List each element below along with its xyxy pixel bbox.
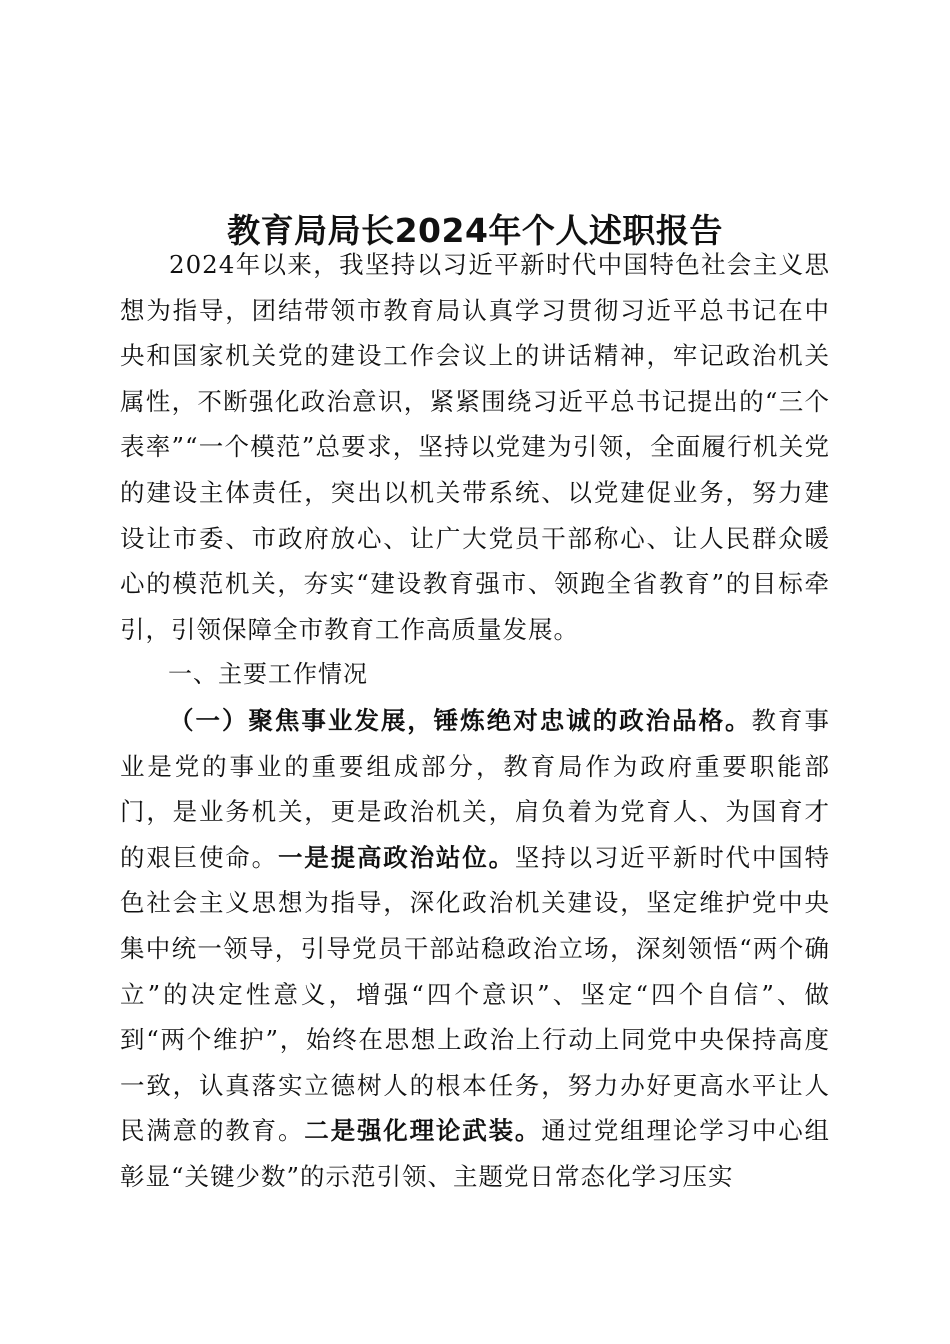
subsection-1-paragraph [120,698,830,1200]
subsection-1-heading: （一）聚焦事业发展，锤炼绝对忠诚的政治品格。 [169,705,752,735]
intro-paragraph: 2024年以来，我坚持以习近平新时代中国特色社会主义思想为指导，团结带领市教育局认真学习贯彻习近平总书记在中央和国家机关党的建设工作会议上的讲话精神，牢记政治机关属性，不断强化政治意识，紧紧围绕习近平总书记提出的“三个表率”“一个模范”总要求，坚持以党建为引领，全面履行机关党的建设主体责任，突出以机关带系统、以党建促业务，努力建设让市委、市政府放心、让广大党员干部称心、让人民群众暖心的模范机关，夯实“建设教育强市、领跑全省教育”的目标牵引，引领保障全市教育工作高质量发展。 [120,250,830,644]
document-body [120,242,830,1199]
document-title: 教育局局长2024年个人述职报告 [227,211,723,251]
point-1-label: 一是提高政治站位。 [277,842,515,872]
subsection-1-text: 教育事业是党的事业的重要组成部分，教育局作为政府重要职能部门，是业务机关，更是政治机关，肩负着为党育人、为国育才的艰巨使命。 [120,705,831,872]
section-heading-main-work: 一、主要工作情况 [168,660,368,689]
point-2-text: 通过党组理论学习中心组彰显“关键少数”的示范引领、主题党日常态化学习压实 [120,1116,831,1191]
point-2-label: 二是强化理论武装。 [304,1116,542,1146]
point-1-text: 坚持以习近平新时代中国特色社会主义思想为指导，深化政治机关建设，坚定维护党中央集中统一领导，引导党员干部站稳政治立场，深刻领悟“两个确立”的决定性意义，增强“四个意识”、坚定“四个自信”、做到“两个维护”，始终在思想上政治上行动上同党中央保持高度一致，认真落实立德树人的根本任务，努力办好更高水平让人民满意的教育。 [120,842,831,1146]
